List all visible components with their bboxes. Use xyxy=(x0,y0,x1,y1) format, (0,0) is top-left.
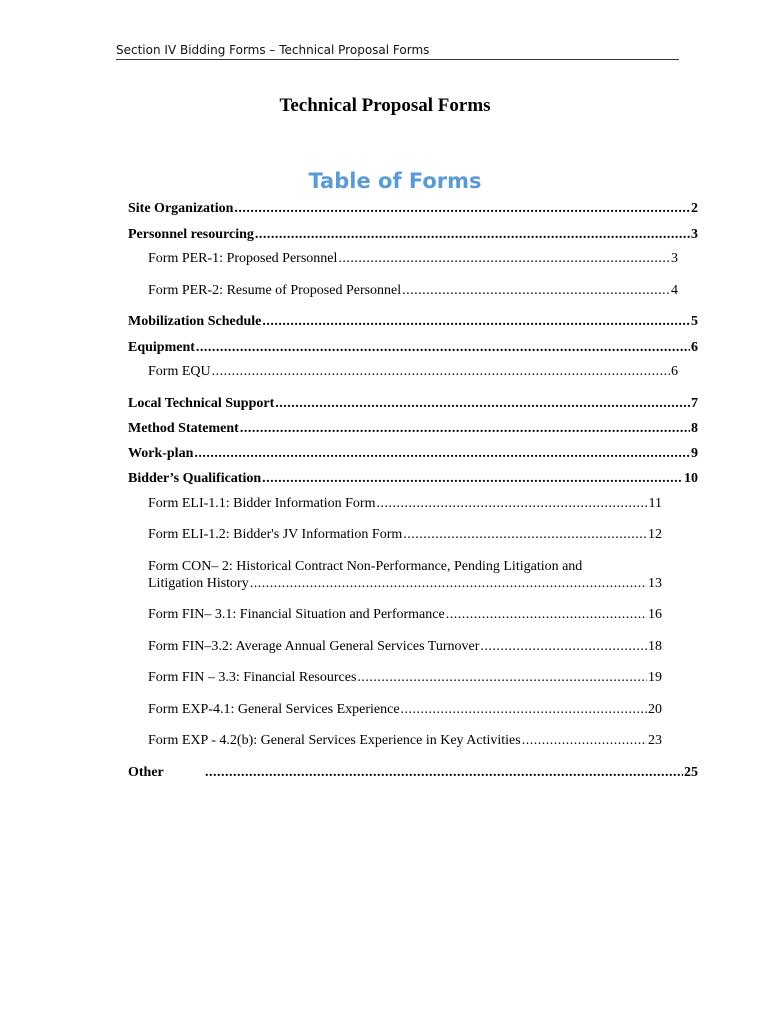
toc-leader-dots xyxy=(250,575,647,592)
toc-leader-dots xyxy=(262,313,690,330)
toc-page-number: 20 xyxy=(648,702,662,717)
toc-entry-site-organization[interactable] xyxy=(128,200,698,217)
toc-entry-local-technical-support[interactable] xyxy=(128,395,698,412)
toc-entry-form-exp-4-1[interactable] xyxy=(148,701,662,718)
toc-leader-dots xyxy=(403,526,647,543)
toc-entry-label: Form EQU xyxy=(148,364,211,379)
toc-entry-label: Mobilization Schedule xyxy=(128,314,262,329)
toc-page-number: 2 xyxy=(691,201,698,216)
toc-entry-label: Work-plan xyxy=(128,446,194,461)
toc-leader-dots xyxy=(401,701,647,718)
toc-entry-method-statement[interactable] xyxy=(128,420,698,437)
toc-entry-label: Form FIN–3.2: Average Annual General Services Turnover xyxy=(148,639,480,654)
document-title: Technical Proposal Forms xyxy=(279,95,491,116)
toc-entry-label-continued: Litigation History xyxy=(148,576,249,591)
toc-entry-label: Local Technical Support xyxy=(128,396,275,411)
toc-leader-dots xyxy=(262,470,683,487)
toc-page-number: 12 xyxy=(648,527,662,542)
toc-entry-equipment[interactable] xyxy=(128,339,698,356)
toc-entry-label: Personnel resourcing xyxy=(128,227,254,242)
toc-page-number: 4 xyxy=(671,283,678,298)
toc-leader-dots xyxy=(205,764,683,781)
toc-page-number: 19 xyxy=(648,670,662,685)
toc-leader-dots xyxy=(357,669,647,686)
toc-leader-dots xyxy=(275,395,690,412)
toc-entry-label: Equipment xyxy=(128,340,195,355)
toc-entry-form-fin-3-2[interactable] xyxy=(148,638,662,655)
toc-leader-dots xyxy=(234,200,690,217)
toc-entry-label: Bidder’s Qualification xyxy=(128,471,262,486)
toc-page-number: 23 xyxy=(648,733,662,748)
toc-entry-label: Form FIN – 3.3: Financial Resources xyxy=(148,670,357,685)
toc-entry-label: Form ELI-1.2: Bidder's JV Information Form xyxy=(148,527,403,542)
toc-entry-work-plan[interactable] xyxy=(128,445,698,462)
toc-page-number: 16 xyxy=(648,607,662,622)
toc-page-number: 6 xyxy=(691,340,698,355)
toc-entry-form-eli-1-1[interactable] xyxy=(148,495,662,512)
toc-entry-personnel-resourcing[interactable] xyxy=(128,226,698,243)
toc-entry-form-con-2[interactable] xyxy=(148,558,662,592)
toc-page-number: 3 xyxy=(691,227,698,242)
toc-page-number: 10 xyxy=(684,471,698,486)
toc-entry-mobilization-schedule[interactable] xyxy=(128,313,698,330)
toc-leader-dots xyxy=(446,606,647,623)
toc-leader-dots xyxy=(402,282,670,299)
toc-entry-label: Form PER-1: Proposed Personnel xyxy=(148,251,338,266)
toc-leader-dots xyxy=(212,363,670,380)
toc-leader-dots xyxy=(194,445,690,462)
toc-page-number: 18 xyxy=(648,639,662,654)
toc-leader-dots xyxy=(240,420,690,437)
toc-entry-label: Form FIN– 3.1: Financial Situation and Performance xyxy=(148,607,445,622)
toc-entry-label: Site Organization xyxy=(128,201,234,216)
toc-page-number: 8 xyxy=(691,421,698,436)
toc-leader-dots xyxy=(196,339,690,356)
toc-entry-label: Form CON– 2: Historical Contract Non-Performance, Pending Litigation and xyxy=(148,559,583,574)
toc-page-number: 25 xyxy=(684,765,698,780)
toc-entry-other[interactable] xyxy=(128,764,698,781)
toc-page-number: 9 xyxy=(691,446,698,461)
toc-entry-label: Form EXP-4.1: General Services Experience xyxy=(148,702,400,717)
toc-page-number: 7 xyxy=(691,396,698,411)
toc-entry-form-equ[interactable] xyxy=(148,363,678,380)
running-header: Section IV Bidding Forms – Technical Proposal Forms xyxy=(116,43,679,60)
toc-entry-form-fin-3-1[interactable] xyxy=(148,606,662,623)
toc-entry-form-per-2[interactable] xyxy=(148,282,678,299)
toc-entry-label: Form EXP - 4.2(b): General Services Experience in Key Activities xyxy=(148,733,521,748)
toc-entry-bidders-qualification[interactable] xyxy=(128,470,698,487)
toc-leader-dots xyxy=(255,226,690,243)
toc-entry-label: Form ELI-1.1: Bidder Information Form xyxy=(148,496,376,511)
toc-page-number: 13 xyxy=(648,576,662,591)
toc-leader-dots xyxy=(480,638,647,655)
toc-page-number: 11 xyxy=(648,496,662,511)
toc-page-number: 3 xyxy=(671,251,678,266)
toc-leader-dots xyxy=(522,732,647,749)
toc-page-number: 5 xyxy=(691,314,698,329)
toc-entry-label: Method Statement xyxy=(128,421,239,436)
toc-page-number: 6 xyxy=(671,364,678,379)
toc-entry-form-fin-3-3[interactable] xyxy=(148,669,662,686)
toc-entry-form-per-1[interactable] xyxy=(148,250,678,267)
toc-leader-dots xyxy=(338,250,670,267)
toc-entry-form-eli-1-2[interactable] xyxy=(148,526,662,543)
toc-leader-dots xyxy=(376,495,647,512)
toc-heading: Table of Forms xyxy=(308,169,482,193)
toc-entry-form-exp-4-2b[interactable] xyxy=(148,732,662,749)
toc-entry-label: Other xyxy=(128,765,164,780)
toc-entry-label: Form PER-2: Resume of Proposed Personnel xyxy=(148,283,402,298)
